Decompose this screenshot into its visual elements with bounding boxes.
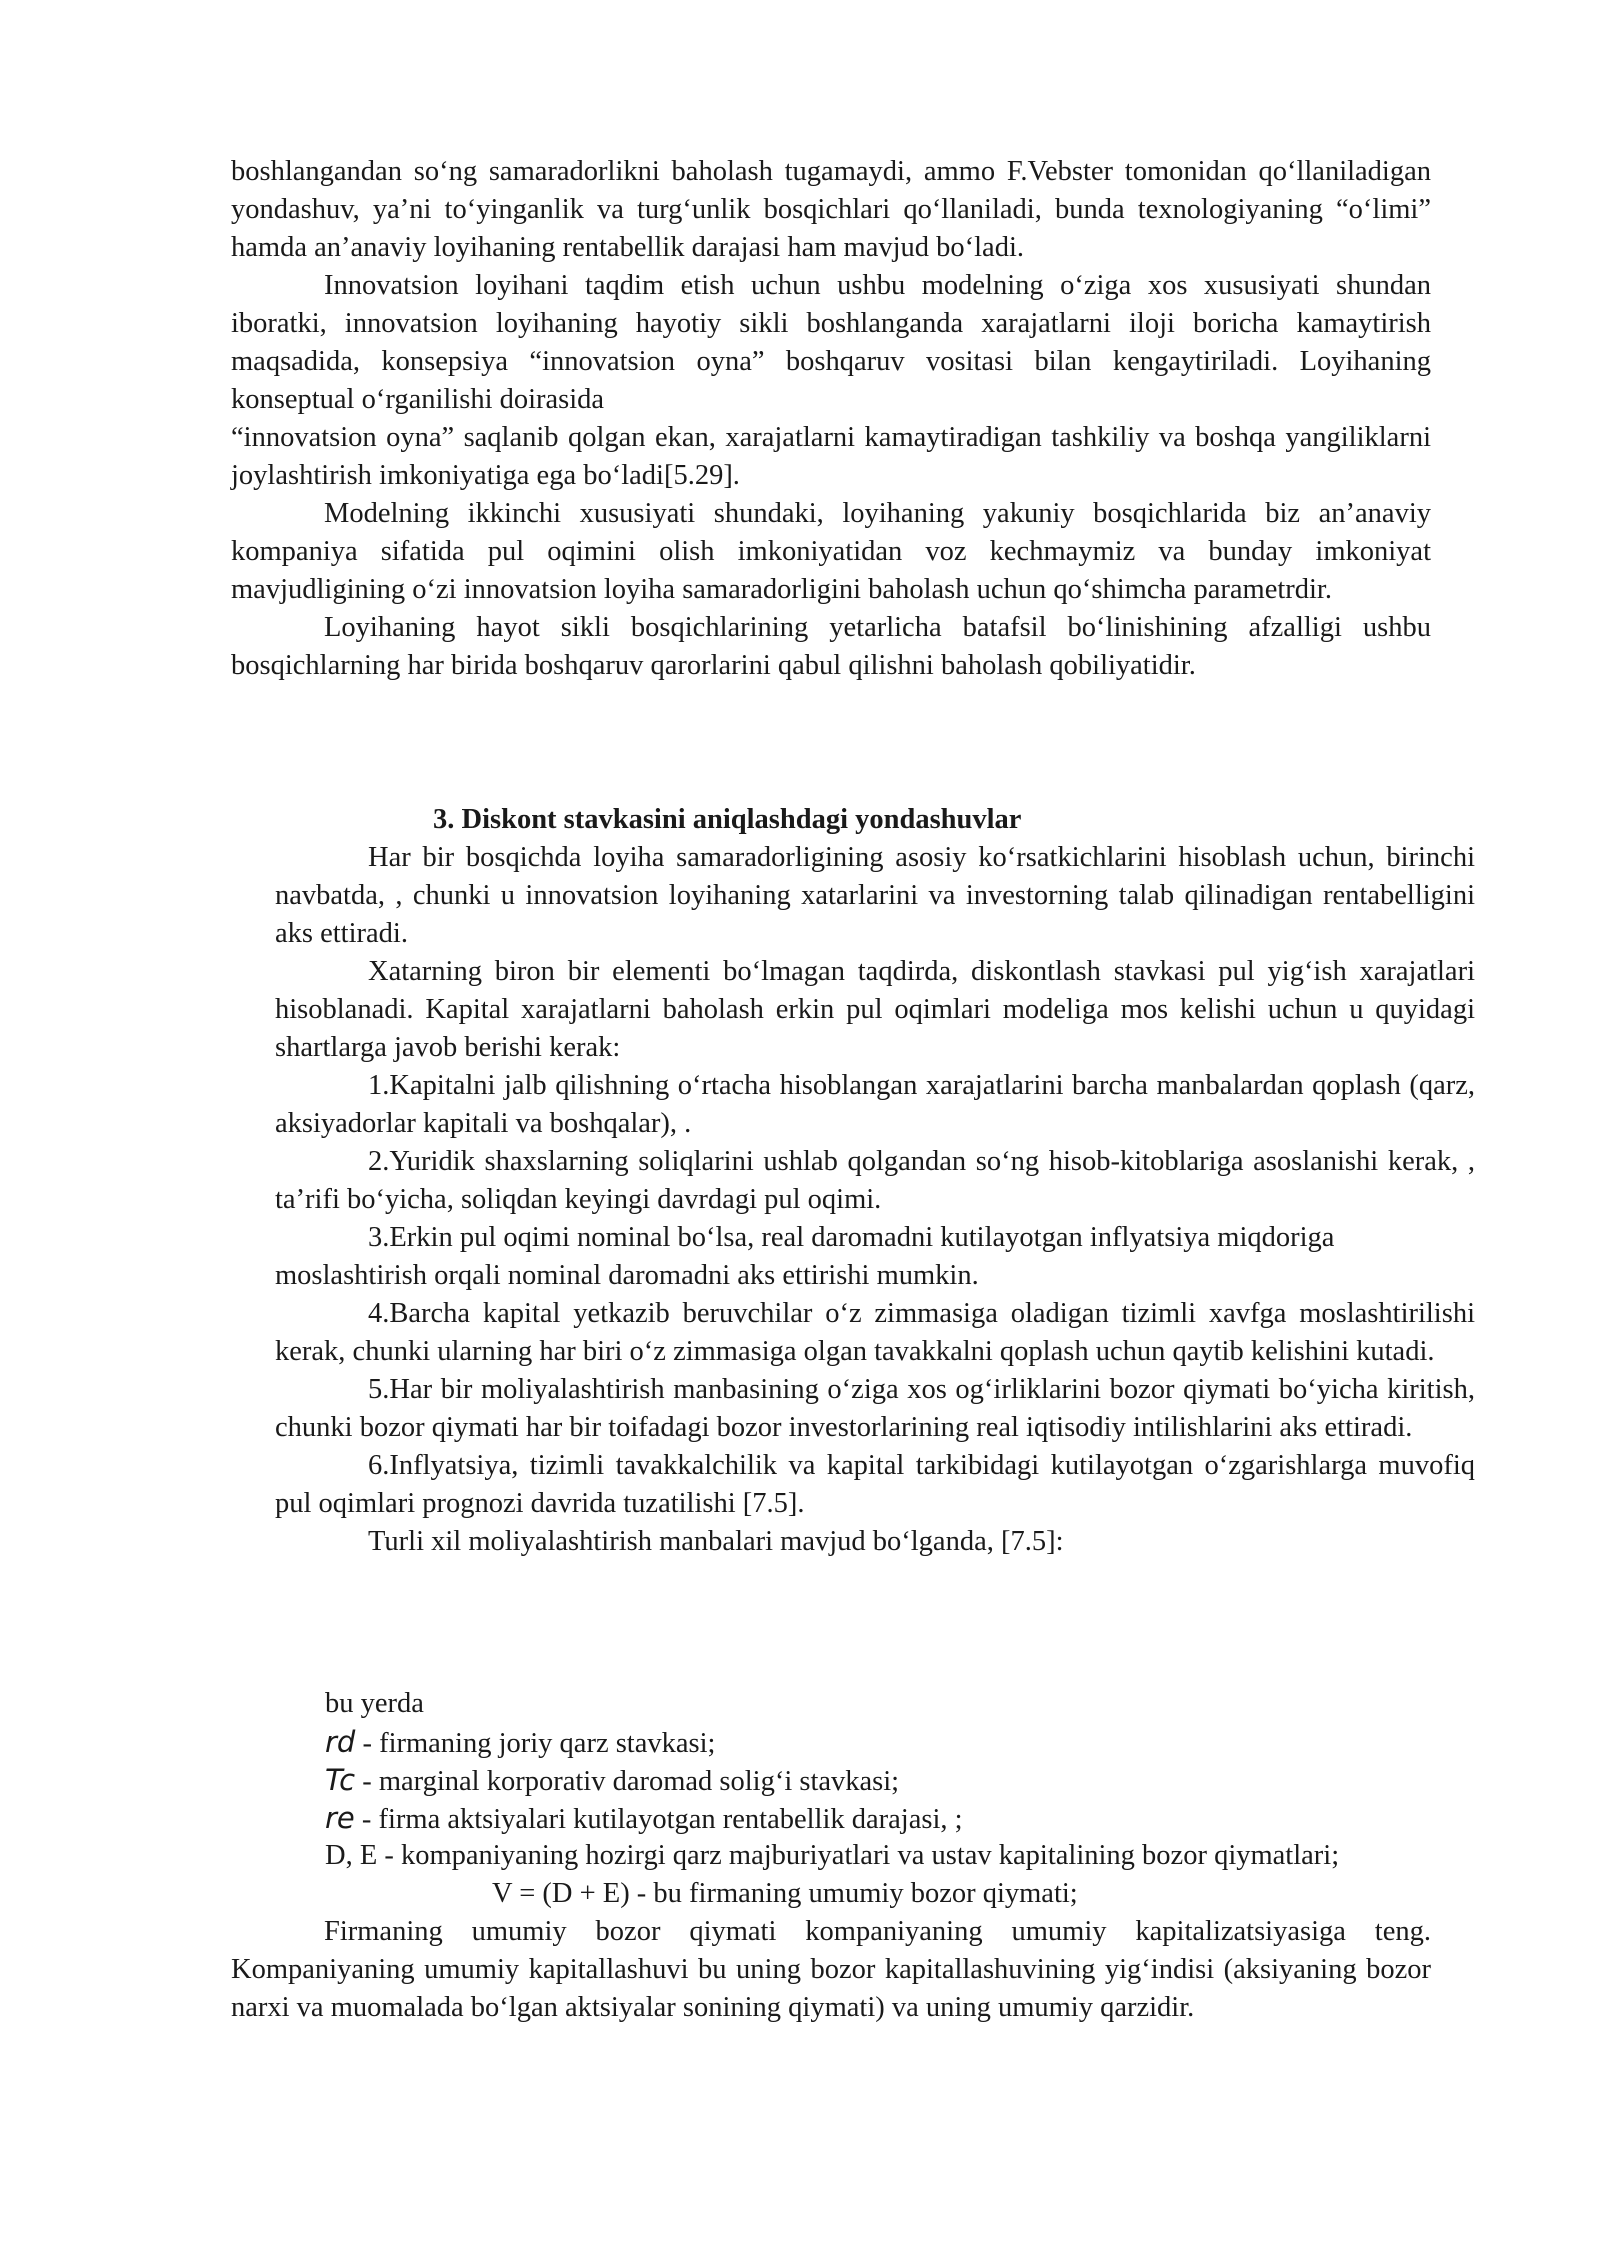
paragraph: Xatarning biron bir elementi bo‘lmagan taqdirda, diskontlash stavkasi pul yig‘ish xarajatlari hisoblanadi. Kapital xarajatlarni baholash erkin pul oqimlari modeliga mos kelishi uchun u quyidagi shartlarga javob berishi kerak: xyxy=(275,956,1475,1063)
symbol-re: re xyxy=(325,1801,355,1835)
closing-text xyxy=(231,1913,1431,2027)
list-item: 5.Har bir moliyalashtirish manbasining o‘ziga xos og‘irliklarini bozor qiymati bo‘yicha kiritish, chunki bozor qiymati har bir toifadagi bozor investorlarining real iqtisodiy intilishlarini aks ettiradi. xyxy=(275,1374,1475,1443)
legend-de: D, E - kompaniyaning hozirgi qarz majburiyatlari va ustav kapitalining bozor qiymatlari; xyxy=(325,1840,1340,1871)
paragraph: boshlangandan so‘ng samaradorlikni baholash tugamaydi, ammo F.Vebster tomonidan qo‘llaniladigan yondashuv, ya’ni to‘yinganlik va turg‘unlik bosqichlari qo‘llaniladi, bunda texnologiyaning “o‘limi” hamda an’anaviy loyihaning rentabellik darajasi ham mavjud bo‘ladi. xyxy=(231,156,1431,263)
list-item: 4.Barcha kapital yetkazib beruvchilar o‘z zimmasiga oladigan tizimli xavfga moslashtirilishi kerak, chunki ularning har biri o‘z zimmasiga olgan tavakkalni qoplash uchun qaytib kelishini kutadi. xyxy=(275,1298,1475,1367)
list-item: 2.Yuridik shaxslarning soliqlarini ushlab qolgandan so‘ng hisob-kitoblariga asoslanishi kerak, , ta’rifi bo‘yicha, soliqdan keyingi davrdagi pul oqimi. xyxy=(275,1146,1475,1215)
paragraph: Loyihaning hayot sikli bosqichlarining yetarlicha batafsil bo‘linishining afzalligi ushbu bosqichlarning har birida boshqaruv qarorlarini qabul qilishni baholash qobiliyatidir. xyxy=(231,612,1431,681)
paragraph: “innovatsion oyna” saqlanib qolgan ekan, xarajatlarni kamaytiradigan tashkiliy va boshqa yangiliklarni joylashtirish imkoniyatiga ega bo‘ladi[5.29]. xyxy=(231,422,1431,491)
list-item: 6.Inflyatsiya, tizimli tavakkalchilik va kapital tarkibidagi kutilayotgan o‘zgarishlarga muvofiq pul oqimlari prognozi davrida tuzatilishi [7.5]. xyxy=(275,1450,1475,1519)
symbol-tc: Tc xyxy=(325,1763,356,1797)
legend-tc-text: - marginal korporativ daromad solig‘i stavkasi; xyxy=(355,1766,900,1797)
legend-rd xyxy=(325,1723,715,1763)
list-item: 1.Kapitalni jalb qilishning o‘rtacha hisoblangan xarajatlarini barcha manbalardan qoplash (qarz, aksiyadorlar kapitali va boshqalar), . xyxy=(275,1070,1475,1139)
legend-rd-text: - firmaning joriy qarz stavkasi; xyxy=(355,1728,716,1759)
section-1-text xyxy=(231,153,1431,685)
paragraph: Turli xil moliyalashtirish manbalari mavjud bo‘lganda, [7.5]: xyxy=(368,1526,1064,1557)
legend-tc xyxy=(325,1761,899,1801)
section-3-text xyxy=(275,839,1475,1561)
list-item-continuation: moslashtirish orqali nominal daromadni aks ettirishi mumkin. xyxy=(275,1260,979,1291)
paragraph: Firmaning umumiy bozor qiymati kompaniyaning umumiy kapitalizatsiyasiga teng. Kompaniyaning umumiy kapitallashuvi bu uning bozor kapitallashuvining yig‘indisi (aksiyaning bozor narxi va muomalada bo‘lgan aktsiyalar sonining qiymati) va uning umumiy qarzidir. xyxy=(231,1916,1431,2023)
legend-v: V = (D + E) - bu firmaning umumiy bozor qiymati; xyxy=(492,1878,1078,1909)
section-heading: 3. Diskont stavkasini aniqlashdagi yondashuvlar xyxy=(433,804,1022,835)
list-item: 3.Erkin pul oqimi nominal bo‘lsa, real daromadni kutilayotgan inflyatsiya miqdoriga xyxy=(368,1222,1335,1253)
legend-re xyxy=(325,1799,963,1839)
legend-intro: bu yerda xyxy=(325,1688,424,1719)
symbol-rd: rd xyxy=(325,1725,356,1759)
legend-re-text: - firma aktsiyalari kutilayotgan rentabellik darajasi, ; xyxy=(354,1804,963,1835)
paragraph: Modelning ikkinchi xususiyati shundaki, loyihaning yakuniy bosqichlarida biz an’anaviy kompaniya sifatida pul oqimini olish imkoniyatidan voz kechmaymiz va bunday imkoniyat mavjudligining o‘zi innovatsion loyiha samaradorligini baholash uchun qo‘shimcha parametrdir. xyxy=(231,498,1431,605)
paragraph: Innovatsion loyihani taqdim etish uchun ushbu modelning o‘ziga xos xususiyati shundan iboratki, innovatsion loyihaning hayotiy sikli boshlanganda xarajatlarni iloji boricha kamaytirish maqsadida, konsepsiya “innovatsion oyna” boshqaruv vositasi bilan kengaytiriladi. Loyihaning konseptual o‘rganilishi doirasida xyxy=(231,270,1431,415)
paragraph: Har bir bosqichda loyiha samaradorligining asosiy ko‘rsatkichlarini hisoblash uchun, birinchi navbatda, , chunki u innovatsion loyihaning xatarlarini va investorning talab qilinadigan rentabelligini aks ettiradi. xyxy=(275,842,1475,949)
